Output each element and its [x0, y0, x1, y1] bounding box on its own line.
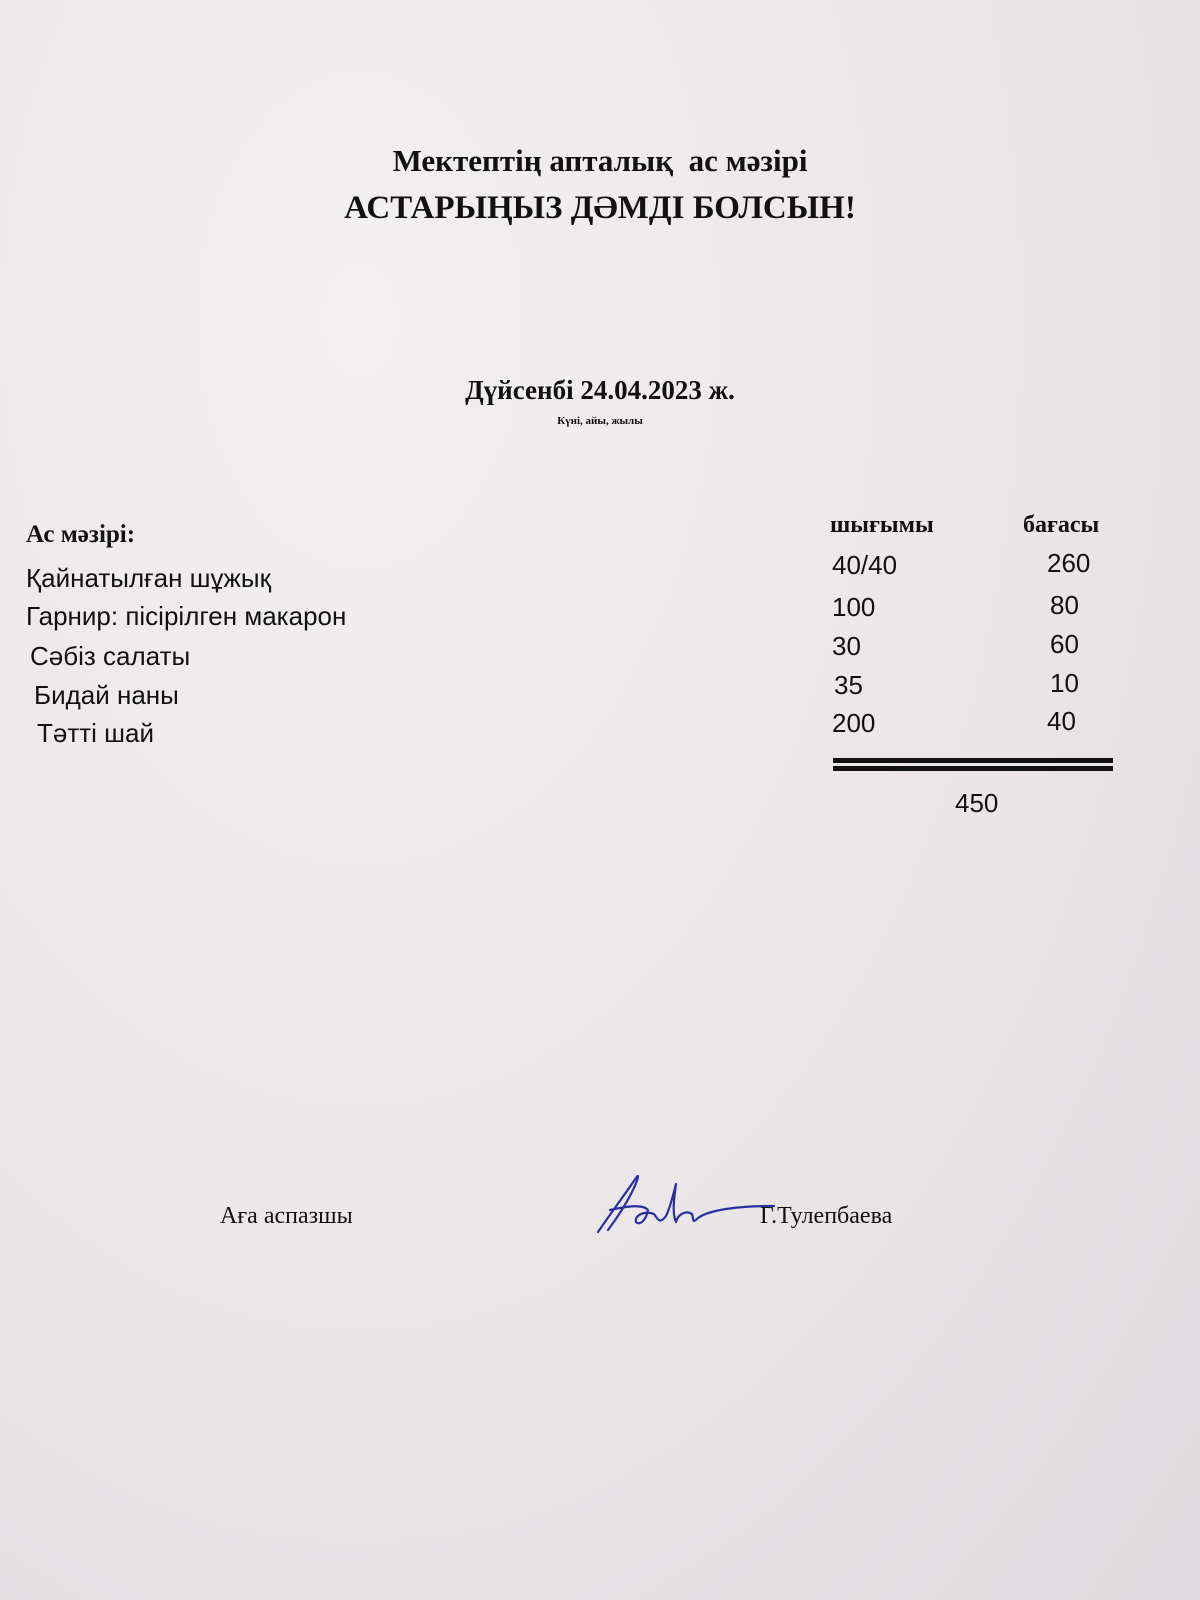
total-rule-top	[833, 758, 1113, 763]
document-title: Мектептің апталық ас мәзірі	[392, 143, 808, 178]
signatory-role: Аға аспазшы	[220, 1203, 353, 1229]
menu-total: 450	[955, 788, 999, 818]
menu-item-price: 40	[1047, 706, 1076, 736]
menu-item-price: 80	[1050, 590, 1079, 620]
menu-heading: Ас мәзірі:	[26, 521, 136, 548]
menu-item-yield: 200	[832, 708, 876, 738]
date-caption: Күні, айы, жылы	[557, 415, 643, 427]
menu-item-price: 60	[1050, 629, 1079, 659]
column-header-yield: шығымы	[830, 512, 934, 538]
menu-item-name: Қайнатылған шұжық	[26, 563, 271, 593]
menu-date: Дүйсенбі 24.04.2023 ж.	[465, 375, 735, 405]
menu-item-price: 10	[1050, 668, 1079, 698]
column-header-price: бағасы	[1023, 512, 1100, 538]
menu-item-yield: 100	[832, 592, 876, 622]
menu-item-yield: 35	[834, 670, 863, 700]
menu-item-yield: 30	[832, 631, 861, 661]
menu-item-name: Тәтті шай	[37, 718, 154, 748]
menu-item-name: Бидай наны	[34, 680, 179, 710]
menu-item-name: Сәбіз салаты	[30, 641, 191, 671]
handwritten-signature	[588, 1170, 778, 1240]
total-rule-bottom	[833, 766, 1113, 771]
menu-item-yield: 40/40	[832, 550, 898, 580]
menu-item-price: 260	[1047, 548, 1091, 578]
document-subtitle: АСТАРЫҢЫЗ ДӘМДІ БОЛСЫН!	[344, 190, 856, 226]
menu-item-name: Гарнир: пісірілген макарон	[26, 601, 347, 631]
signatory-name: Г.Тулепбаева	[760, 1203, 893, 1229]
